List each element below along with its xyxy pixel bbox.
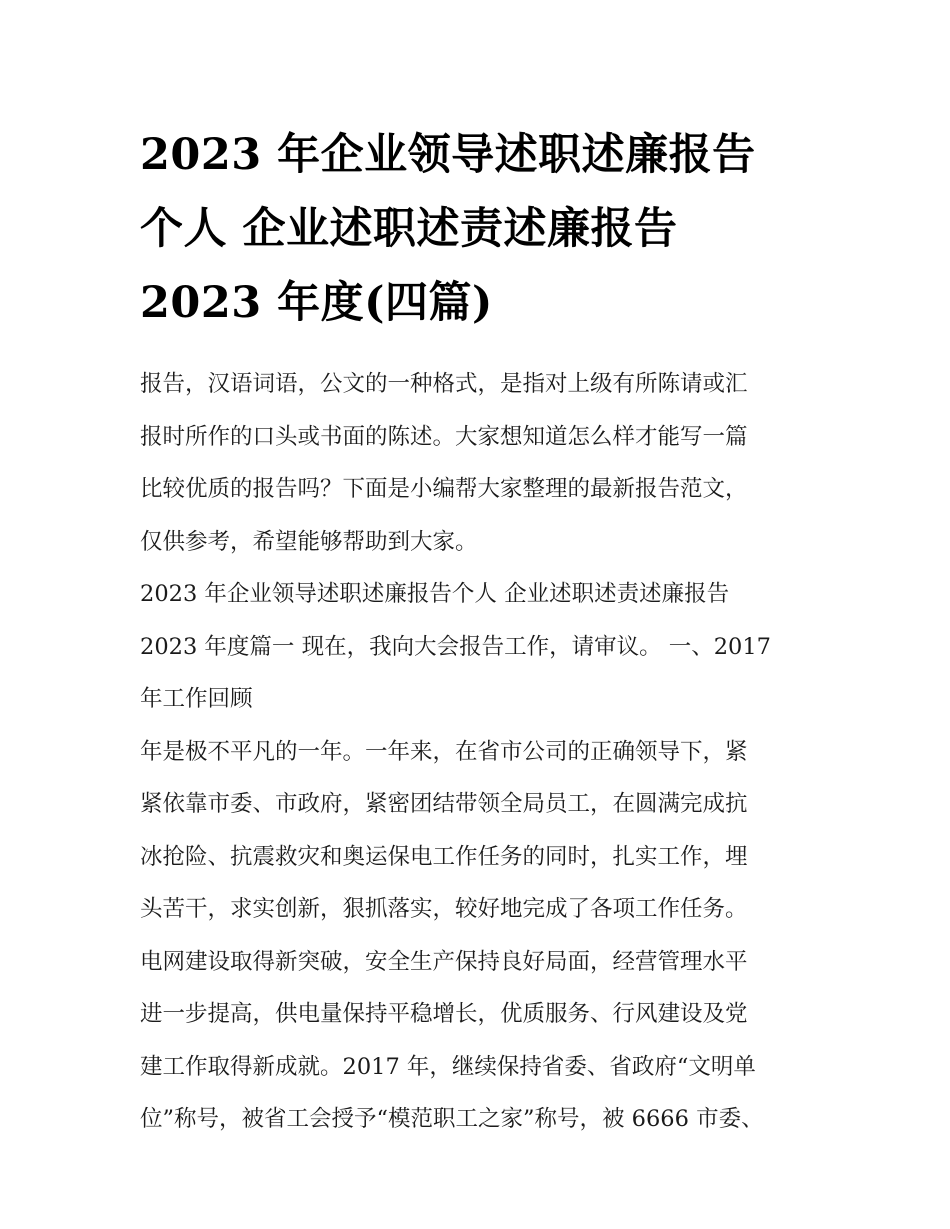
body-line: 冰抢险、抗震救灾和奥运保电工作任务的同时，扎实工作，埋 bbox=[140, 843, 748, 870]
body-line: 仅供参考，希望能够帮助到大家。 bbox=[140, 528, 478, 555]
title-line-2: 个人 企业述职述责述廉报告 bbox=[140, 204, 678, 254]
body-line: 年是极不平凡的一年。一年来，在省市公司的正确领导下，紧 bbox=[140, 738, 748, 765]
document-content bbox=[140, 118, 815, 1146]
body-line: 位”称号，被省工会授予“模范职工之家”称号，被 6666 市委、 bbox=[140, 1106, 764, 1132]
title-line-1: 2023 年企业领导述职述廉报告 bbox=[140, 130, 756, 180]
body-line: 比较优质的报告吗？下面是小编帮大家整理的最新报告范文， bbox=[140, 476, 748, 502]
body-line: 2023 年度篇一 现在，我向大会报告工作，请审议。 一、2017 bbox=[140, 633, 771, 660]
body-line: 进一步提高，供电量保持平稳增长，优质服务、行风建设及党 bbox=[140, 1001, 748, 1027]
body-line: 年工作回顾 bbox=[140, 686, 253, 712]
body-line: 电网建设取得新突破，安全生产保持良好局面，经营管理水平 bbox=[140, 948, 748, 975]
body-line: 头苦干，求实创新，狠抓落实，较好地完成了各项工作任务。 bbox=[140, 896, 748, 922]
document-title bbox=[140, 118, 815, 340]
body-line: 报告，汉语词语，公文的一种格式，是指对上级有所陈请或汇 bbox=[140, 371, 748, 397]
title-line-3: 2023 年度(四篇) bbox=[140, 278, 493, 328]
body-line: 2023 年企业领导述职述廉报告个人 企业述职述责述廉报告 bbox=[140, 581, 730, 607]
document-body bbox=[140, 358, 815, 1146]
body-line: 建工作取得新成就。2017 年，继续保持省委、省政府“文明单 bbox=[140, 1053, 756, 1080]
body-line: 报时所作的口头或书面的陈述。大家想知道怎么样才能写一篇 bbox=[140, 423, 748, 450]
body-line: 紧依靠市委、市政府，紧密团结带领全局员工，在圆满完成抗 bbox=[140, 791, 748, 817]
